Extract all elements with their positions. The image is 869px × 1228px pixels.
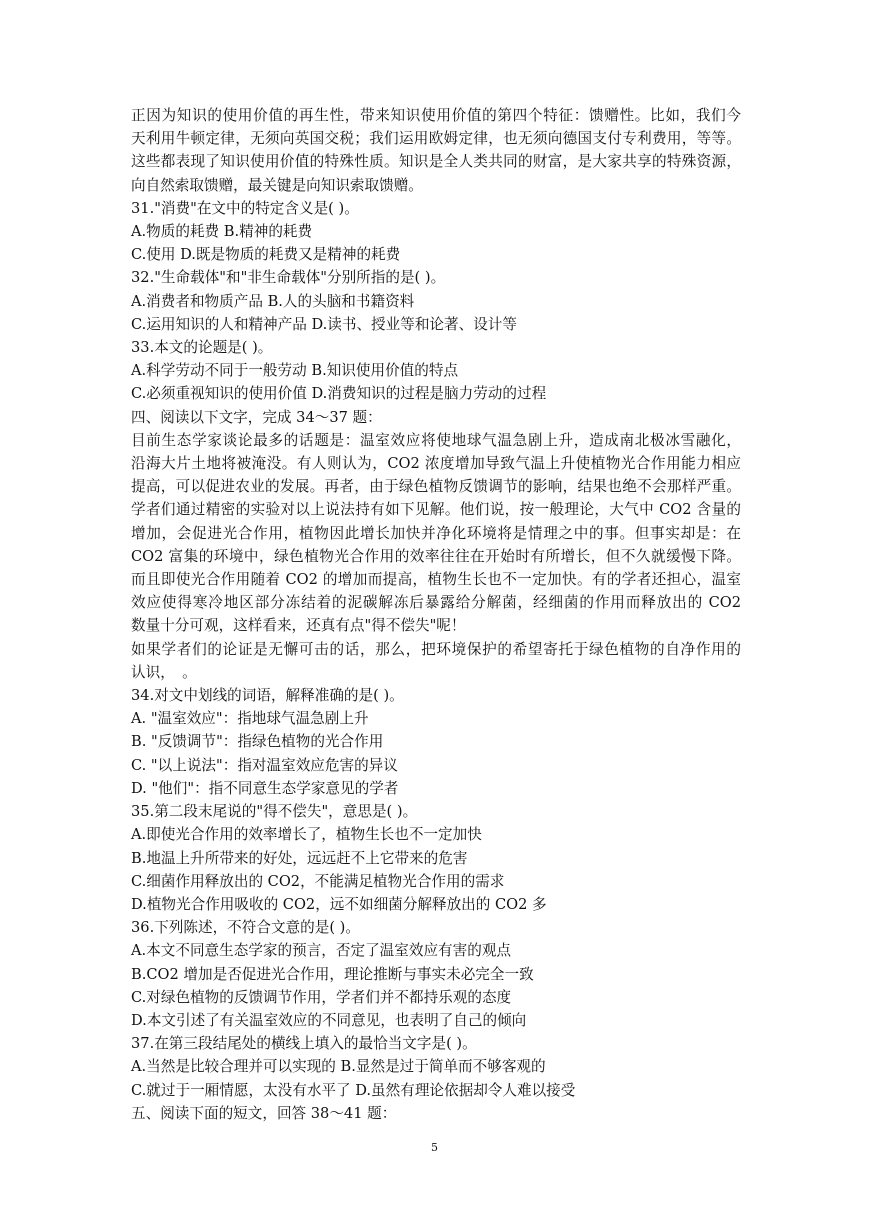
text-line: A.科学劳动不同于一般劳动 B.知识使用价值的特点 — [131, 362, 459, 380]
text-line: 效应使得寒冷地区部分冻结着的泥碳解冻后暴露给分解菌，经细菌的作用而释放出的 CO2 — [131, 594, 741, 612]
text-line: A.当然是比较合理并可以实现的 B.显然是过于简单而不够客观的 — [131, 1058, 546, 1076]
text-line: C. "以上说法"：指对温室效应危害的异议 — [131, 756, 398, 774]
text-line: 36.下列陈述，不符合文意的是( )。 — [131, 919, 360, 937]
text-line: 而且即使光合作用随着 CO2 的增加而提高，植物生长也不一定加快。有的学者还担心，温室 — [131, 571, 741, 589]
text-line: C.运用知识的人和精神产品 D.读书、授业等和论著、设计等 — [131, 315, 517, 333]
text-line: 31."消费"在文中的特定含义是( )。 — [131, 199, 359, 217]
text-line: A.即使光合作用的效率增长了，植物生长也不一定加快 — [131, 826, 482, 844]
text-line: D. "他们"：指不同意生态学家意见的学者 — [131, 779, 399, 797]
text-line: A.本文不同意生态学家的预言，否定了温室效应有害的观点 — [131, 942, 512, 960]
text-line: 提高，可以促进农业的发展。再者，由于绿色植物反馈调节的影响，结果也绝不会那样严重。 — [131, 478, 741, 496]
text-line: 正因为知识的使用价值的再生性，带来知识使用价值的第四个特征：馈赠性。比如，我们今 — [131, 107, 741, 124]
text-line: A.消费者和物质产品 B.人的头脑和书籍资料 — [131, 292, 415, 310]
text-line: 四、阅读以下文字，完成 34～37 题： — [131, 408, 382, 426]
text-line: CO2 富集的环境中，绿色植物光合作用的效率往往在开始时有所增长，但不久就缓慢下降。 — [131, 547, 741, 565]
text-line: 数量十分可观，这样看来，还真有点"得不偿失"呢！ — [131, 617, 466, 635]
text-line: 天利用牛顿定律，无须向英国交税；我们运用欧姆定律，也无须向德国支付专利费用，等等。 — [131, 130, 741, 148]
text-line: A. "温室效应"：指地球气温急剧上升 — [131, 710, 369, 728]
text-line: 如果学者们的论证是无懈可击的话，那么，把环境保护的希望寄托于绿色植物的自净作用的 — [131, 640, 741, 658]
text-line: 五、阅读下面的短文，回答 38～41 题： — [131, 1104, 397, 1122]
text-line: 认识， 。 — [131, 663, 197, 681]
text-line: 35.第二段末尾说的"得不偿失"，意思是( )。 — [131, 803, 418, 821]
text-line: D.植物光合作用吸收的 CO2，远不如细菌分解释放出的 CO2 多 — [131, 895, 547, 913]
text-line: A.物质的耗费 B.精神的耗费 — [131, 223, 313, 241]
text-line: 33.本文的论题是( )。 — [131, 339, 273, 357]
text-line: 34.对文中划线的词语，解释准确的是( )。 — [131, 687, 404, 705]
text-line: 增加，会促进光合作用，植物因此增长加快并净化环境将是情理之中的事。但事实却是：在 — [131, 524, 741, 542]
text-line: B.CO2 增加是否促进光合作用，理论推断与事实未必完全一致 — [131, 965, 534, 983]
text-line: B. "反馈调节"：指绿色植物的光合作用 — [131, 733, 384, 751]
text-line: C.必须重视知识的使用价值 D.消费知识的过程是脑力劳动的过程 — [131, 385, 547, 403]
text-line: 学者们通过精密的实验对以上说法持有如下见解。他们说，按一般理论，大气中 CO2 含量的 — [131, 501, 741, 519]
text-line: 目前生态学家谈论最多的话题是：温室效应将使地球气温急剧上升，造成南北极冰雪融化， — [131, 431, 741, 449]
document-body — [131, 104, 741, 1125]
page-number: 5 — [431, 1141, 438, 1154]
text-line: C.使用 D.既是物质的耗费又是精神的耗费 — [131, 246, 401, 264]
text-line: C.细菌作用释放出的 CO2，不能满足植物光合作用的需求 — [131, 872, 505, 890]
text-line: C.对绿色植物的反馈调节作用，学者们并不都持乐观的态度 — [131, 988, 512, 1006]
text-line: B.地温上升所带来的好处，远远赶不上它带来的危害 — [131, 849, 468, 867]
text-line: 32."生命载体"和"非生命载体"分别所指的是( )。 — [131, 269, 446, 287]
text-line: D.本文引述了有关温室效应的不同意见，也表明了自己的倾向 — [131, 1011, 527, 1029]
text-line: 沿海大片土地将被淹没。有人则认为，CO2 浓度增加导致气温上升使植物光合作用能力相应 — [131, 455, 741, 473]
text-line: C.就过于一厢情愿，太没有水平了 D.虽然有理论依据却令人难以接受 — [131, 1081, 576, 1099]
text-line: 向自然索取馈赠，最关键是向知识索取馈赠。 — [131, 176, 423, 194]
text-line: 37.在第三段结尾处的横线上填入的最恰当文字是( )。 — [131, 1035, 477, 1053]
text-line: 这些都表现了知识使用价值的特殊性质。知识是全人类共同的财富，是大家共享的特殊资源， — [131, 153, 741, 171]
